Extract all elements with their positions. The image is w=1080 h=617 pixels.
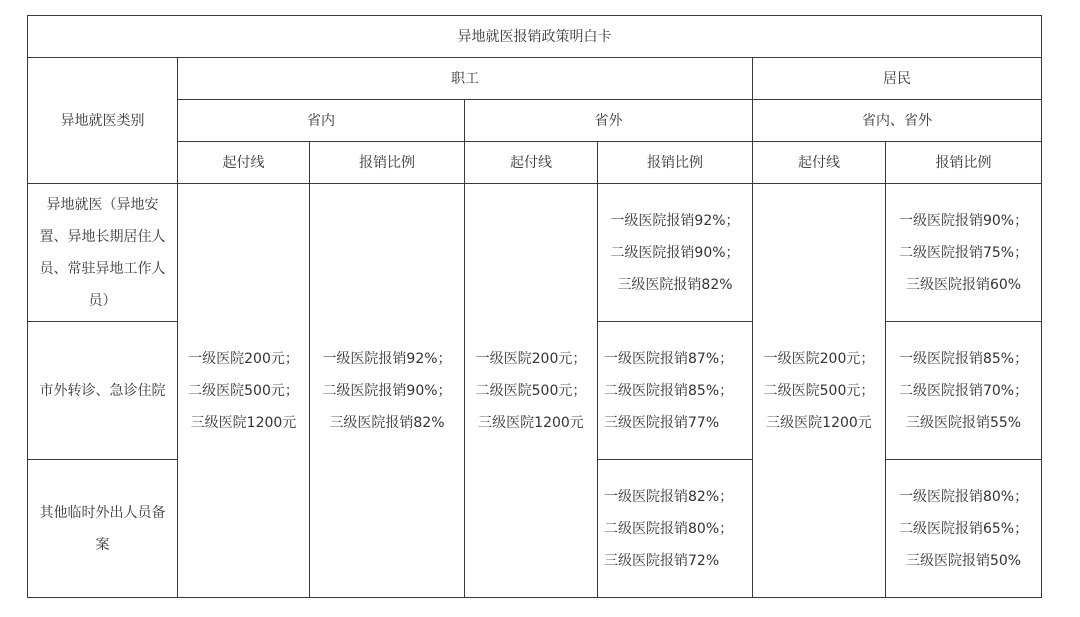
- resident-ratio-cell: 一级医院报销90%；二级医院报销75%；三级医院报销60%: [886, 184, 1042, 322]
- category-cell: 市外转诊、急诊住院: [28, 322, 178, 460]
- resident-ratio-cell: 一级医院报销80%；二级医院报销65%；三级医院报销50%: [886, 460, 1042, 598]
- resident-header: 居民: [753, 58, 1042, 100]
- resident-ratio-header: 报销比例: [886, 142, 1042, 184]
- header-row-columns: [28, 142, 1042, 184]
- employee-out-threshold-header: 起付线: [465, 142, 598, 184]
- resident-scope-header: 省内、省外: [753, 100, 1042, 142]
- employee-out-threshold-cell: 一级医院200元；二级医院500元；三级医院1200元: [465, 184, 598, 598]
- employee-out-ratio-header: 报销比例: [598, 142, 753, 184]
- employee-in-ratio-header: 报销比例: [310, 142, 465, 184]
- employee-in-threshold-cell: 一级医院200元；二级医院500元；三级医院1200元: [178, 184, 310, 598]
- resident-threshold-header: 起付线: [753, 142, 886, 184]
- header-row-group: [28, 58, 1042, 100]
- category-cell: 其他临时外出人员备案: [28, 460, 178, 598]
- policy-table: [27, 15, 1042, 598]
- employee-out-ratio-cell: 一级医院报销87%；二级医院报销85%；三级医院报销77%: [598, 322, 753, 460]
- employee-in-threshold-header: 起付线: [178, 142, 310, 184]
- employee-in-ratio-cell: 一级医院报销92%；二级医院报销90%；三级医院报销82%: [310, 184, 465, 598]
- resident-threshold-cell: 一级医院200元；二级医院500元；三级医院1200元: [753, 184, 886, 598]
- title-row: [28, 16, 1042, 58]
- employee-out-province-header: 省外: [465, 100, 753, 142]
- employee-out-ratio-cell: 一级医院报销92%；二级医院报销90%；三级医院报销82%: [598, 184, 753, 322]
- category-header: 异地就医类别: [28, 58, 178, 184]
- table-row: [28, 184, 1042, 322]
- resident-ratio-cell: 一级医院报销85%；二级医院报销70%；三级医院报销55%: [886, 322, 1042, 460]
- category-cell: 异地就医（异地安置、异地长期居住人员、常驻异地工作人员）: [28, 184, 178, 322]
- header-row-region: [28, 100, 1042, 142]
- employee-out-ratio-cell: 一级医院报销82%；二级医院报销80%；三级医院报销72%: [598, 460, 753, 598]
- employee-header: 职工: [178, 58, 753, 100]
- employee-in-province-header: 省内: [178, 100, 465, 142]
- table-title: 异地就医报销政策明白卡: [28, 16, 1042, 58]
